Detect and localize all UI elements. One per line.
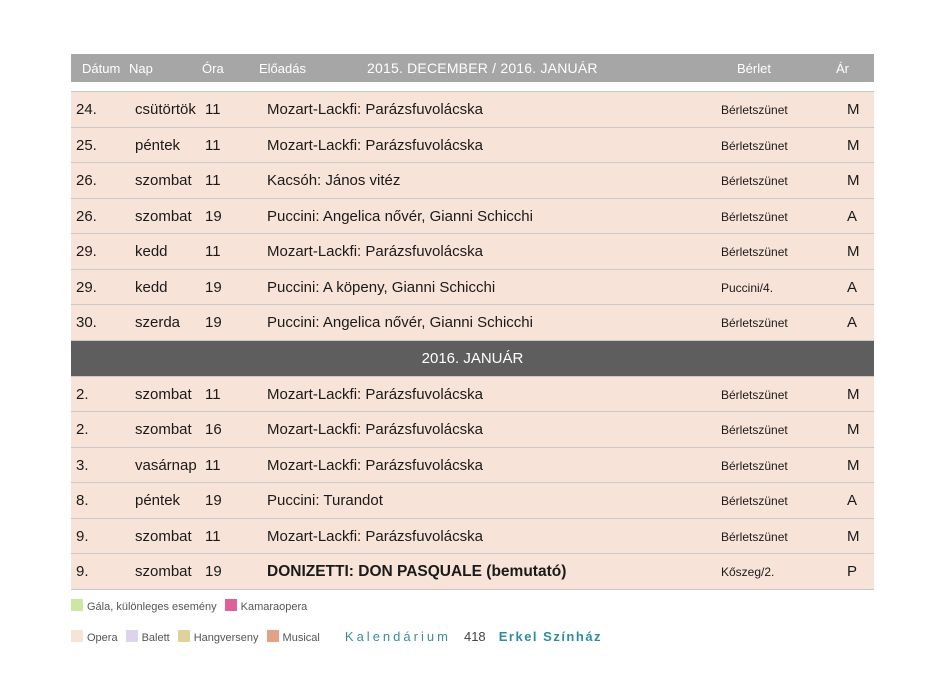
legend-swatch bbox=[71, 599, 83, 611]
cell-show: DONIZETTI: DON PASQUALE (bemutató) bbox=[267, 563, 567, 580]
table-row bbox=[71, 448, 874, 484]
cell-pass: Bérletszünet bbox=[721, 529, 788, 544]
table-row bbox=[71, 163, 874, 199]
footer-calendar: Kalendárium bbox=[344, 629, 451, 644]
cell-day: szombat bbox=[135, 172, 192, 189]
table-row bbox=[71, 234, 874, 270]
cell-price: M bbox=[847, 172, 860, 189]
cell-pass: Bérletszünet bbox=[721, 316, 788, 330]
cell-show: Mozart-Lackfi: Parázsfuvolácska bbox=[267, 385, 483, 403]
cell-pass: Bérletszünet bbox=[721, 209, 788, 224]
cell-day: péntek bbox=[135, 492, 181, 509]
table-row bbox=[71, 554, 874, 590]
cell-price: A bbox=[847, 278, 858, 296]
cell-show: Puccini: Turandot bbox=[267, 492, 383, 509]
legend-swatch bbox=[178, 630, 190, 642]
cell-price: M bbox=[847, 421, 860, 438]
cell-hour: 11 bbox=[205, 243, 221, 260]
legend-label: Musical bbox=[282, 632, 320, 644]
cell-date: 30. bbox=[76, 314, 97, 331]
legend-item bbox=[225, 599, 308, 613]
cell-day: péntek bbox=[135, 136, 181, 154]
cell-day: szombat bbox=[135, 563, 192, 580]
cell-price: A bbox=[847, 314, 858, 331]
cell-day: kedd bbox=[135, 243, 168, 260]
legend-label: Gála, különleges esemény bbox=[87, 601, 217, 613]
cell-day: szerda bbox=[135, 314, 181, 331]
cell-hour: 19 bbox=[205, 278, 222, 296]
cell-show: Mozart-Lackfi: Parázsfuvolácska bbox=[267, 456, 483, 474]
header-pass: Bérlet bbox=[737, 61, 771, 76]
cell-day: szombat bbox=[135, 527, 192, 545]
cell-hour: 19 bbox=[205, 492, 222, 509]
table-row bbox=[71, 199, 874, 235]
legend-item bbox=[178, 630, 259, 644]
cell-pass: Bérletszünet bbox=[721, 138, 788, 153]
cell-date: 24. bbox=[76, 101, 97, 118]
legend-item bbox=[71, 599, 217, 613]
legend-label: Kamaraopera bbox=[240, 601, 308, 613]
cell-date: 9. bbox=[76, 563, 89, 580]
cell-pass: Bérletszünet bbox=[721, 458, 788, 473]
cell-date: 3. bbox=[76, 456, 89, 474]
legend-label: Opera bbox=[87, 632, 118, 644]
cell-day: szombat bbox=[135, 385, 192, 403]
cell-price: A bbox=[847, 492, 858, 509]
legend-item bbox=[267, 630, 320, 644]
cell-pass: Bérletszünet bbox=[721, 423, 788, 437]
cell-hour: 11 bbox=[205, 527, 221, 545]
legend-bottom bbox=[71, 629, 602, 644]
table-row bbox=[71, 305, 874, 341]
header-price: Ár bbox=[836, 61, 849, 76]
cell-price: M bbox=[847, 101, 860, 118]
table-row bbox=[71, 412, 874, 448]
cell-hour: 19 bbox=[205, 207, 222, 225]
legend-top bbox=[71, 599, 315, 613]
cell-day: szombat bbox=[135, 207, 192, 225]
header-gap bbox=[71, 82, 874, 92]
table-row bbox=[71, 483, 874, 519]
section-january: 2016. JANUÁR bbox=[71, 341, 874, 377]
cell-pass: Kőszeg/2. bbox=[721, 565, 775, 579]
header-show: Előadás bbox=[259, 61, 306, 76]
cell-hour: 11 bbox=[205, 385, 221, 403]
table-row bbox=[71, 270, 874, 306]
cell-hour: 16 bbox=[205, 421, 222, 438]
table-row bbox=[71, 128, 874, 164]
cell-price: A bbox=[847, 207, 858, 225]
cell-day: vasárnap bbox=[135, 456, 197, 474]
cell-day: csütörtök bbox=[135, 101, 196, 118]
cell-date: 26. bbox=[76, 172, 97, 189]
cell-show: Kacsóh: János vitéz bbox=[267, 172, 401, 189]
december-rows bbox=[71, 92, 874, 341]
header-date: Dátum bbox=[82, 61, 121, 76]
legend-swatch bbox=[126, 630, 138, 642]
cell-price: M bbox=[847, 385, 860, 403]
cell-day: szombat bbox=[135, 421, 192, 438]
header-hour: Óra bbox=[202, 61, 224, 76]
cell-price: M bbox=[847, 456, 860, 474]
table-row bbox=[71, 519, 874, 555]
header-day: Nap bbox=[129, 61, 153, 76]
cell-date: 29. bbox=[76, 243, 97, 260]
cell-pass: Bérletszünet bbox=[721, 174, 788, 188]
cell-date: 8. bbox=[76, 492, 89, 509]
cell-hour: 19 bbox=[205, 314, 222, 331]
cell-price: M bbox=[847, 243, 860, 260]
legend-swatch bbox=[71, 630, 83, 642]
cell-pass: Bérletszünet bbox=[721, 494, 788, 508]
table-header bbox=[71, 54, 874, 82]
legend-swatch bbox=[267, 630, 279, 642]
cell-date: 29. bbox=[76, 278, 97, 296]
cell-show: Mozart-Lackfi: Parázsfuvolácska bbox=[267, 421, 483, 438]
table-row bbox=[71, 377, 874, 413]
cell-date: 2. bbox=[76, 421, 89, 438]
cell-day: kedd bbox=[135, 278, 168, 296]
header-title: 2015. DECEMBER / 2016. JANUÁR bbox=[367, 60, 598, 76]
cell-show: Mozart-Lackfi: Parázsfuvolácska bbox=[267, 136, 483, 154]
cell-hour: 11 bbox=[205, 456, 221, 474]
cell-price: M bbox=[847, 527, 860, 545]
cell-date: 2. bbox=[76, 385, 89, 403]
cell-date: 26. bbox=[76, 207, 97, 225]
cell-show: Mozart-Lackfi: Parázsfuvolácska bbox=[267, 101, 483, 118]
cell-show: Puccini: Angelica nővér, Gianni Schicchi bbox=[267, 207, 533, 225]
legend-item bbox=[126, 630, 170, 644]
cell-hour: 11 bbox=[205, 172, 221, 189]
legend-label: Hangverseny bbox=[193, 632, 259, 644]
january-rows bbox=[71, 377, 874, 590]
cell-date: 25. bbox=[76, 136, 97, 154]
cell-show: Mozart-Lackfi: Parázsfuvolácska bbox=[267, 527, 483, 545]
cell-pass: Puccini/4. bbox=[721, 280, 774, 295]
table-row bbox=[71, 92, 874, 128]
cell-pass: Bérletszünet bbox=[721, 387, 788, 402]
schedule-table bbox=[71, 54, 874, 590]
page-number: 418 bbox=[463, 629, 486, 644]
cell-hour: 19 bbox=[205, 563, 222, 580]
cell-hour: 11 bbox=[205, 136, 221, 154]
legend-swatch bbox=[225, 599, 237, 611]
cell-price: M bbox=[847, 136, 860, 154]
cell-hour: 11 bbox=[205, 101, 221, 118]
cell-pass: Bérletszünet bbox=[721, 103, 788, 117]
cell-date: 9. bbox=[76, 527, 89, 545]
footer-house: Erkel Színház bbox=[498, 629, 603, 644]
cell-show: Puccini: Angelica nővér, Gianni Schicchi bbox=[267, 314, 533, 331]
legend-label: Balett bbox=[141, 632, 170, 644]
legend-item bbox=[71, 630, 118, 644]
cell-pass: Bérletszünet bbox=[721, 245, 788, 259]
cell-show: Mozart-Lackfi: Parázsfuvolácska bbox=[267, 243, 483, 260]
cell-price: P bbox=[847, 563, 858, 580]
cell-show: Puccini: A köpeny, Gianni Schicchi bbox=[267, 278, 496, 296]
